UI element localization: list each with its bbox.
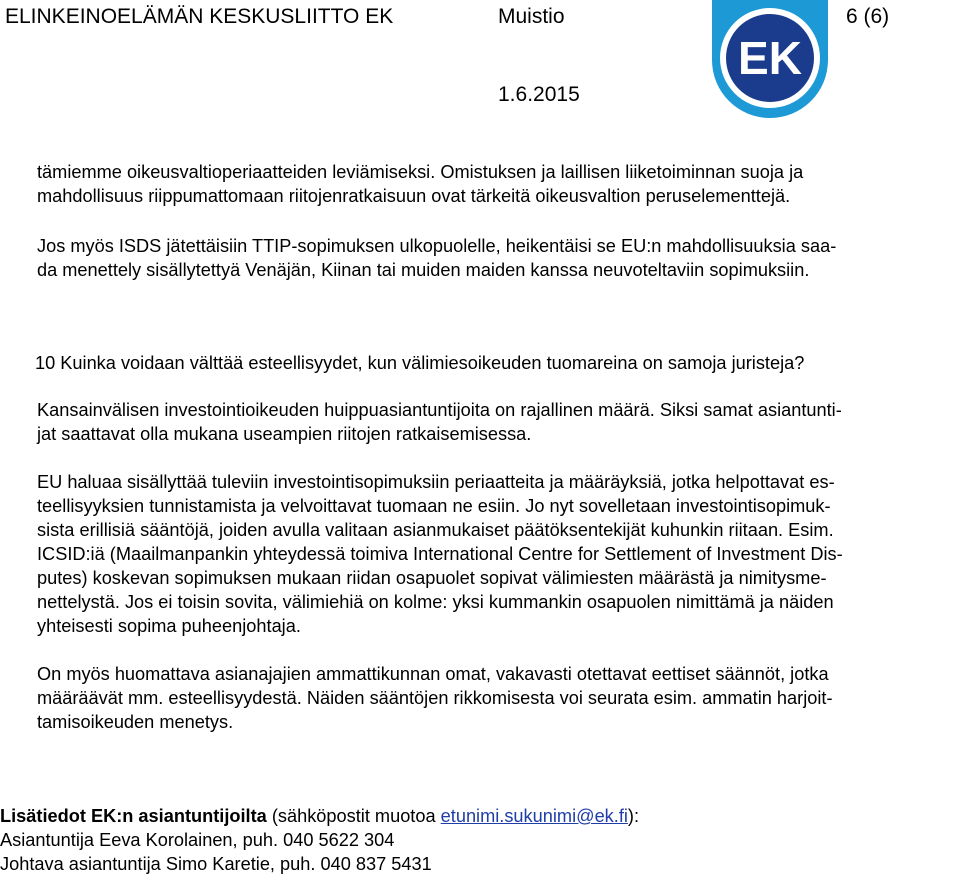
paragraph-eu-rules xyxy=(37,470,951,638)
text-line: Jos myös ISDS jätettäisiin TTIP-sopimuksen ulkopuolelle, heikentäisi se EU:n mahdollisuuksia saa- xyxy=(37,236,837,256)
organization-name: ELINKEINOELÄMÄN KESKUSLIITTO EK xyxy=(5,5,394,28)
question-heading: 10 Kuinka voidaan välttää esteellisyydet, kun välimiesoikeuden tuomareina on samoja juristeja? xyxy=(35,353,805,373)
paragraph-experts xyxy=(37,398,951,446)
email-prefix: (sähköpostit muotoa xyxy=(266,806,441,826)
paragraph-rule-of-law xyxy=(37,160,951,208)
text-line: putes) koskevan sopimuksen mukaan riidan osapuolet sopivat välimiesten määrästä ja nimitysme- xyxy=(37,568,827,588)
document-type: Muistio xyxy=(498,5,565,28)
contact-person-1: Asiantuntija Eeva Korolainen, puh. 040 5622 304 xyxy=(0,830,395,850)
text-line: On myös huomattava asianajajien ammattikunnan omat, vakavasti otettavat eettiset säännöt, jotka xyxy=(37,664,829,684)
text-line: EU haluaa sisällyttää tuleviin investointisopimuksiin periaatteita ja määräyksiä, jotka helpottavat es- xyxy=(37,472,835,492)
contact-person-2: Johtava asiantuntija Simo Karetie, puh. 040 837 5431 xyxy=(0,854,432,874)
text-line: mahdollisuus riippumattomaan riitojenratkaisuun ovat tärkeitä oikeusvaltion peruselementtejä. xyxy=(37,186,791,206)
text-line: yhteisesti sopima puheenjohtaja. xyxy=(37,616,301,636)
contact-header-line xyxy=(0,804,639,828)
text-line: da menettely sisällytettyä Venäjän, Kiinan tai muiden maiden kanssa neuvoteltaviin sopimuksiin. xyxy=(37,260,810,280)
text-line: määräävät mm. esteellisyydestä. Näiden sääntöjen rikkomisesta voi seurata esim. ammatin harjoit- xyxy=(37,688,833,708)
paragraph-isds-ttip xyxy=(37,234,951,282)
text-line: teellisyyksien tunnistamista ja velvoittavat tuomaan ne esiin. Jo nyt sovelletaan investointisopimuk- xyxy=(37,496,831,516)
logo-text: EK xyxy=(738,32,802,84)
text-line: ICSID:iä (Maailmanpankin yhteydessä toimiva International Centre for Settlement of Investment Dis- xyxy=(37,544,843,564)
text-line: jat saattavat olla mukana useampien riitojen ratkaisemisessa. xyxy=(37,424,532,444)
text-line: Kansainvälisen investointioikeuden huippuasiantuntijoita on rajallinen määrä. Siksi samat asiantunti- xyxy=(37,400,842,420)
text-line: sista erillisiä sääntöjä, joiden avulla valitaan asianmukaiset päätöksentekijät kuhunkin riitaan. Esim. xyxy=(37,520,834,540)
text-line: nettelystä. Jos ei toisin sovita, välimiehiä on kolme: yksi kummankin osapuolen nimittämä ja näiden xyxy=(37,592,834,612)
text-line: tamisoikeuden menetys. xyxy=(37,712,234,732)
contact-title: Lisätiedot EK:n asiantuntijoilta xyxy=(0,806,267,826)
page-number: 6 (6) xyxy=(846,5,890,28)
document-date: 1.6.2015 xyxy=(498,83,580,106)
email-link[interactable]: etunimi.sukunimi@ek.fi xyxy=(440,806,628,826)
email-suffix: ): xyxy=(627,806,640,826)
contact-info xyxy=(0,804,639,876)
text-line: tämiemme oikeusvaltioperiaatteiden leviämiseksi. Omistuksen ja laillisen liiketoiminnan suoja ja xyxy=(37,162,804,182)
paragraph-ethics xyxy=(37,662,951,734)
ek-logo xyxy=(712,0,828,118)
